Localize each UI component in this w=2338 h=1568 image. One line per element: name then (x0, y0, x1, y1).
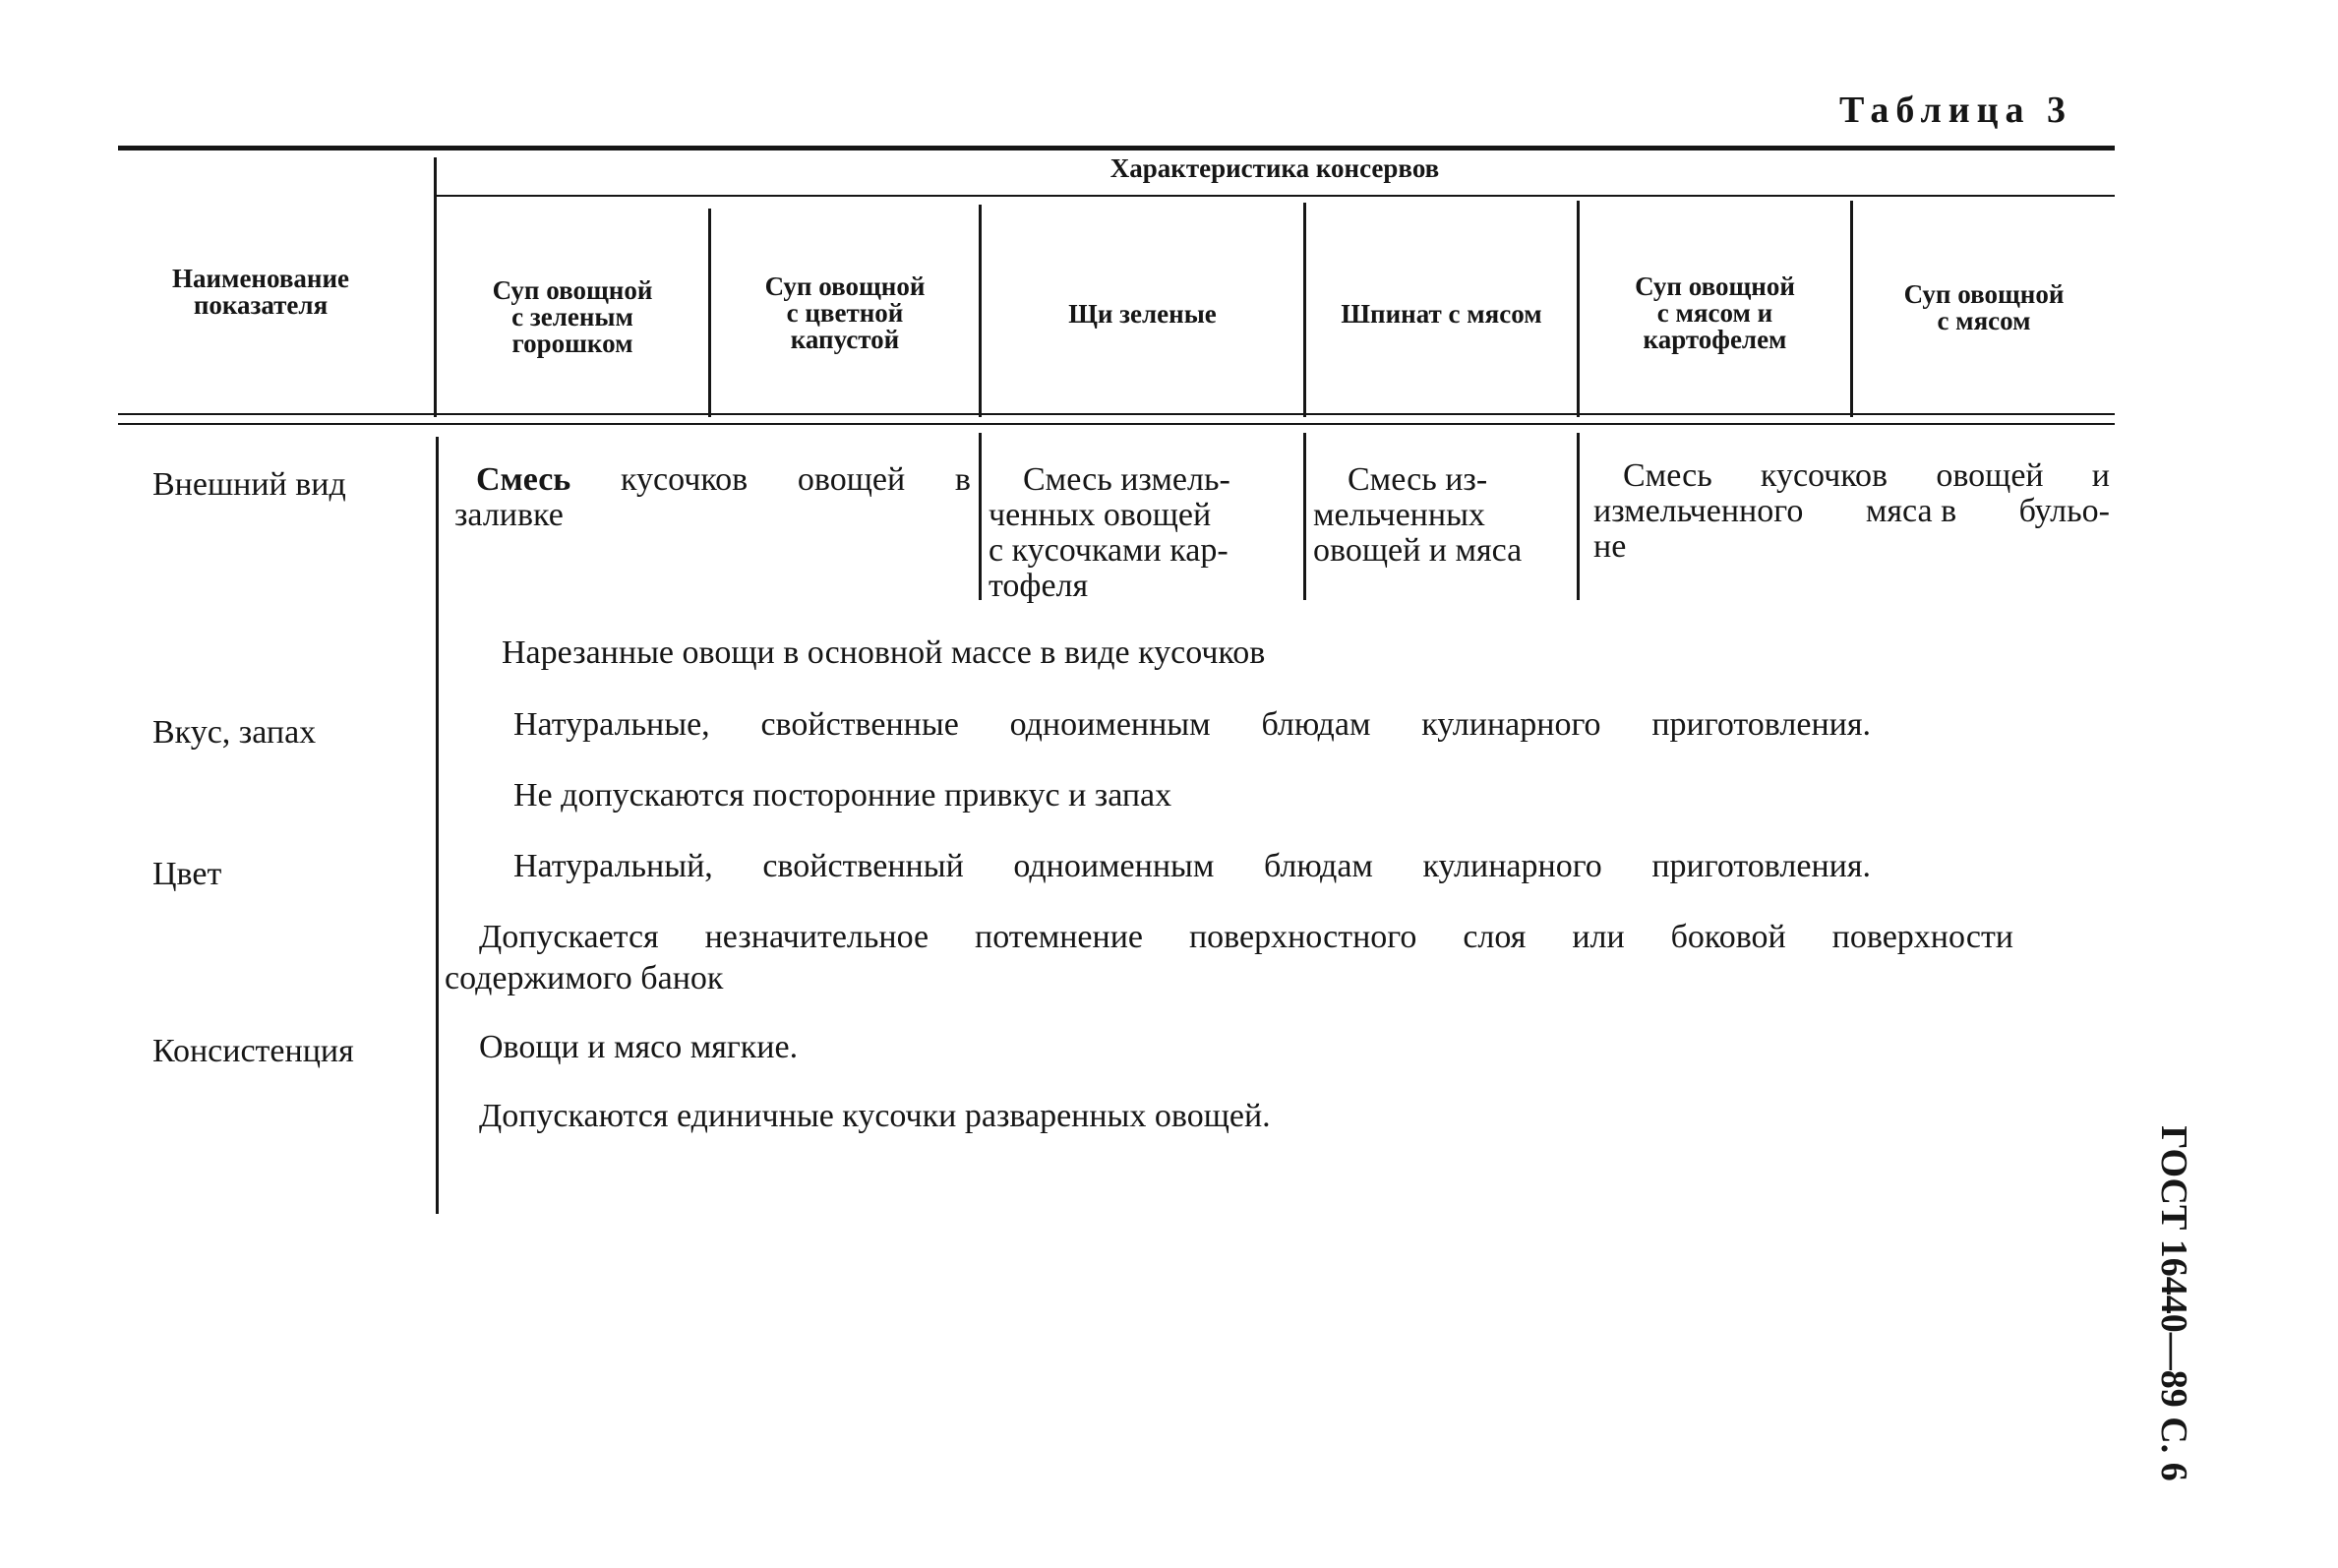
header-col-spinach-meat: Шпинат с мясом (1341, 299, 1542, 329)
row-label-appearance: Внешний вид (152, 466, 346, 503)
header-col-soup-meat: Суп овощной с мясом (1903, 279, 2065, 335)
taste-line-2: Не допускаются посторонние привкус и запах (513, 777, 1172, 814)
consistency-line-2: Допускаются единичные кусочки разваренных овощей. (479, 1098, 1271, 1134)
appearance-cell-green-shchi: Смесь измель- ченных овощей с кусочками кар- тофеля (989, 461, 1230, 604)
appearance-cell-meat-soups: Смесь кусочков овощей и измельченного мяса в бульо- не (1593, 457, 2110, 565)
header-bottom-rule-1 (118, 413, 2115, 415)
header-col-soup-cauliflower: Суп овощной с цветной капустой (764, 271, 926, 354)
row-label-taste-smell: Вкус, запах (152, 714, 317, 751)
body-divider-b (1303, 433, 1306, 600)
body-divider-a (979, 433, 982, 600)
header-indicator-name: Наименование показателя (172, 264, 349, 320)
body-divider-main (436, 437, 439, 1214)
header-col-green-shchi: Щи зеленые (1068, 299, 1217, 329)
color-line-1: Натуральный, свойственный одноименным блюдам кулинарного приготовления. (513, 848, 1871, 884)
header-col-soup-peas: Суп овощной с зеленым горошком (492, 275, 653, 358)
table-title: Таблица 3 (1839, 90, 2073, 131)
body-divider-c (1577, 433, 1580, 600)
consistency-line-1: Овощи и мясо мягкие. (479, 1029, 799, 1065)
row-label-color: Цвет (152, 856, 222, 892)
group-header-rule (435, 195, 2115, 197)
color-line-3: содержимого банок (445, 960, 724, 996)
row-label-consistency: Консистенция (152, 1033, 354, 1069)
taste-line-1: Натуральные, свойственные одноименным блюдам кулинарного приготовления. (513, 706, 1871, 743)
header-group-title: Характеристика консервов (1109, 153, 1440, 183)
appearance-cell-soups-1-2: Смесь кусочков овощей в заливке (454, 461, 971, 533)
color-line-2: Допускается незначительное потемнение поверхностного слоя или боковой поверхности (479, 919, 2013, 955)
table-top-rule (118, 146, 2115, 151)
appearance-note: Нарезанные овощи в основной массе в виде кусочков (502, 634, 1266, 671)
side-footer-standard-ref: ГОСТ 16440—89 С. 6 (2153, 1125, 2194, 1481)
header-bottom-rule-2 (118, 423, 2115, 425)
appearance-cell-spinach: Смесь из- мельченных овощей и мяса (1313, 461, 1523, 569)
header-col-soup-meat-potato: Суп овощной с мясом и картофелем (1635, 271, 1795, 354)
